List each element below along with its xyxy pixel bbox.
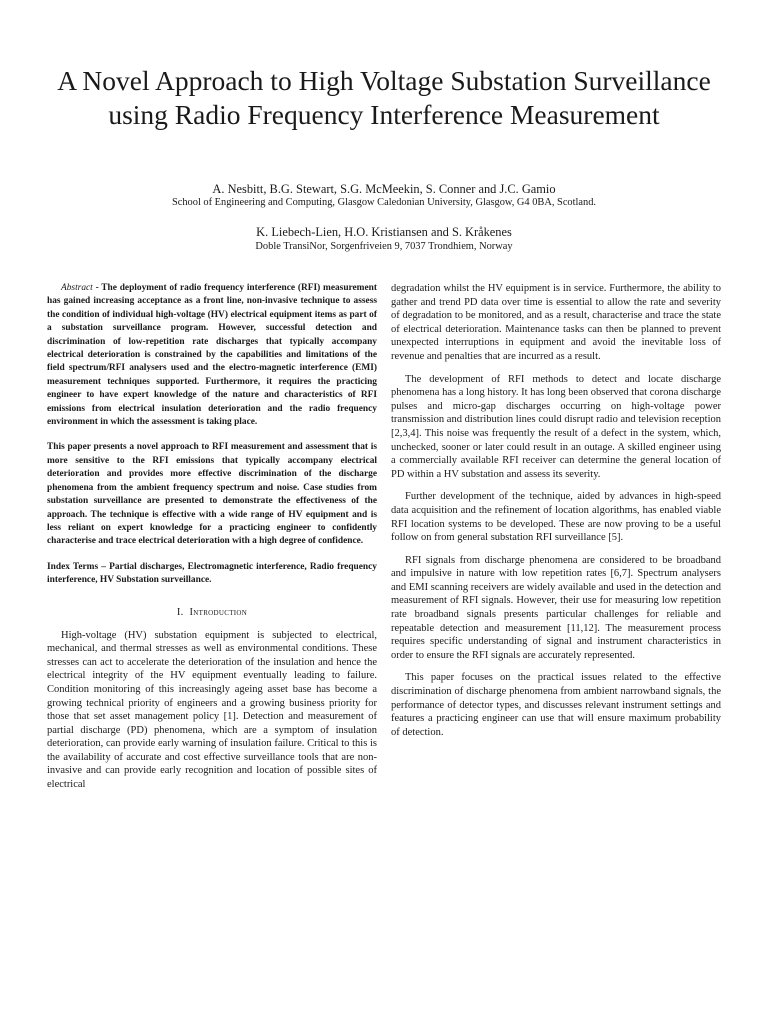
body-paragraph: Further development of the technique, aided by advances in high-speed data acquisition and the refinement of location algorithms, has enabled viable RFI location systems to be developed. These are now proving to be a useful follow on from general substation RFI surveillance [5]. <box>391 491 721 544</box>
affiliation-2: Doble TransiNor, Sorgenfriveien 9, 7037 Trondhiem, Norway <box>255 241 513 252</box>
section-heading-introduction <box>47 606 377 620</box>
right-column <box>391 282 721 748</box>
affiliation-1: School of Engineering and Computing, Glasgow Caledonian University, Glasgow, G4 0BA, Scotland. <box>171 197 597 208</box>
index-terms: Index Terms – Partial discharges, Electromagnetic interference, Radio frequency interference, HV Substation surveillance. <box>47 561 377 586</box>
section-title: Introduction <box>189 606 248 618</box>
authors-group-2: K. Liebech-Lien, H.O. Kristiansen and S. Kråkenes <box>256 225 512 239</box>
body-paragraph: degradation whilst the HV equipment is in service. Furthermore, the ability to gather and trend PD data over time is essential to allow the rate and severity of degradation to be monitored, and as a result, characterise and trace the state of electrical deterioration. Maintenance tasks can then be planned to prevent unexpected interruptions in equipment and avoid the inevitable loss of revenue and penalties that are incurred as a result. <box>391 283 721 362</box>
body-paragraph: High-voltage (HV) substation equipment is subjected to electrical, mechanical, and thermal stresses as well as environmental conditions. These stresses can act to accelerate the deterioration of the insulation and hence the electrical integrity of the HV equipment eventually leading to failure. Condition monitoring of this increasingly ageing asset base has become a growing technical priority of engineers and a growing business priority for those that set asset management policy [1]. Detection and measurement of partial discharge (PD) phenomena, which are a symptom of insulation deterioration, can provide early warning of insulation failure. Critical to this is the availability of accurate and cost effective surveillance tools that are non-invasive and can provide early recognition and location of possible sites of electrical <box>47 629 377 791</box>
authors-group-1: A. Nesbitt, B.G. Stewart, S.G. McMeekin, S. Conner and J.C. Gamio <box>212 182 556 196</box>
body-paragraph: This paper focuses on the practical issues related to the effective discrimination of discharge phenomena from ambient narrowband signals, the performance of detector types, and discusses relevant instrument settings and features a practicing engineer can use that will ensure maximum probability of detection. <box>391 672 721 738</box>
left-column <box>47 282 377 801</box>
abstract-paragraph-2: This paper presents a novel approach to RFI measurement and assessment that is more sensitive to the RFI emissions that typically accompany electrical deterioration and provides more effective discrimination of the discharge phenomena from the ambient frequency spectrum and noise. Case studies from substation surveillance are presented to demonstrate the effectiveness of the approach. The technique is effective with a wide range of HV equipment and is less reliant on expert knowledge for a practicing engineer to confidently characterise and trace electrical deterioration with a high degree of confidence. <box>47 442 377 547</box>
abstract-paragraph <box>47 282 377 429</box>
paper-title: A Novel Approach to High Voltage Substation Surveillance using Radio Frequency Interference Measurement <box>57 65 711 130</box>
section-number: I. <box>176 606 184 618</box>
body-paragraph: RFI signals from discharge phenomena are considered to be broadband and impulsive in nature with low repetition rates [6,7]. Spectrum analysers and EMI scanning receivers are widely available and used in the detection and measurement of RFI signals. However, their use for measuring low repetition rate broadband signals presents particular challenges for reliable and repeatable detection and measurement [11,12]. The measurement process requires specific understanding of signal and instrument characteristics in order to ensure the RFI signals are accurately represented. <box>391 554 721 661</box>
abstract-text: - The deployment of radio frequency interference (RFI) measurement has gained increasing acceptance as a front line, non-invasive technique to assess the condition of individual high-voltage (HV) electrical equipment items as part of a substation surveillance program. However, successful detection and discrimination of low-repetition rate discharges that typically accompany electrical deterioration is constrained by the capabilities and limitations of the field spectrum/RFI analysers used and the electro-magnetic interference (EMI) measurement techniques supported. Furthermore, it requires the practicing engineer to have expert knowledge of the nature and characteristics of RFI emissions from electrical insulation deterioration and the radio frequency environment in which the assessment is taking place. <box>47 283 377 428</box>
abstract-lead: Abstract <box>61 283 93 293</box>
body-paragraph: The development of RFI methods to detect and locate discharge phenomena has a long history. It has long been observed that corona discharge pulses and micro-gap discharges occurring on high-voltage power transmission and distribution lines could disrupt radio and television reception [2,3,4]. This noise was frequently the result of a defect in the system, which, unchecked, sooner or later could result in an outage. A skilled engineer using a commercially available RFI receiver can determine the general location of PD within a HV substation and assess its severity. <box>391 373 721 480</box>
